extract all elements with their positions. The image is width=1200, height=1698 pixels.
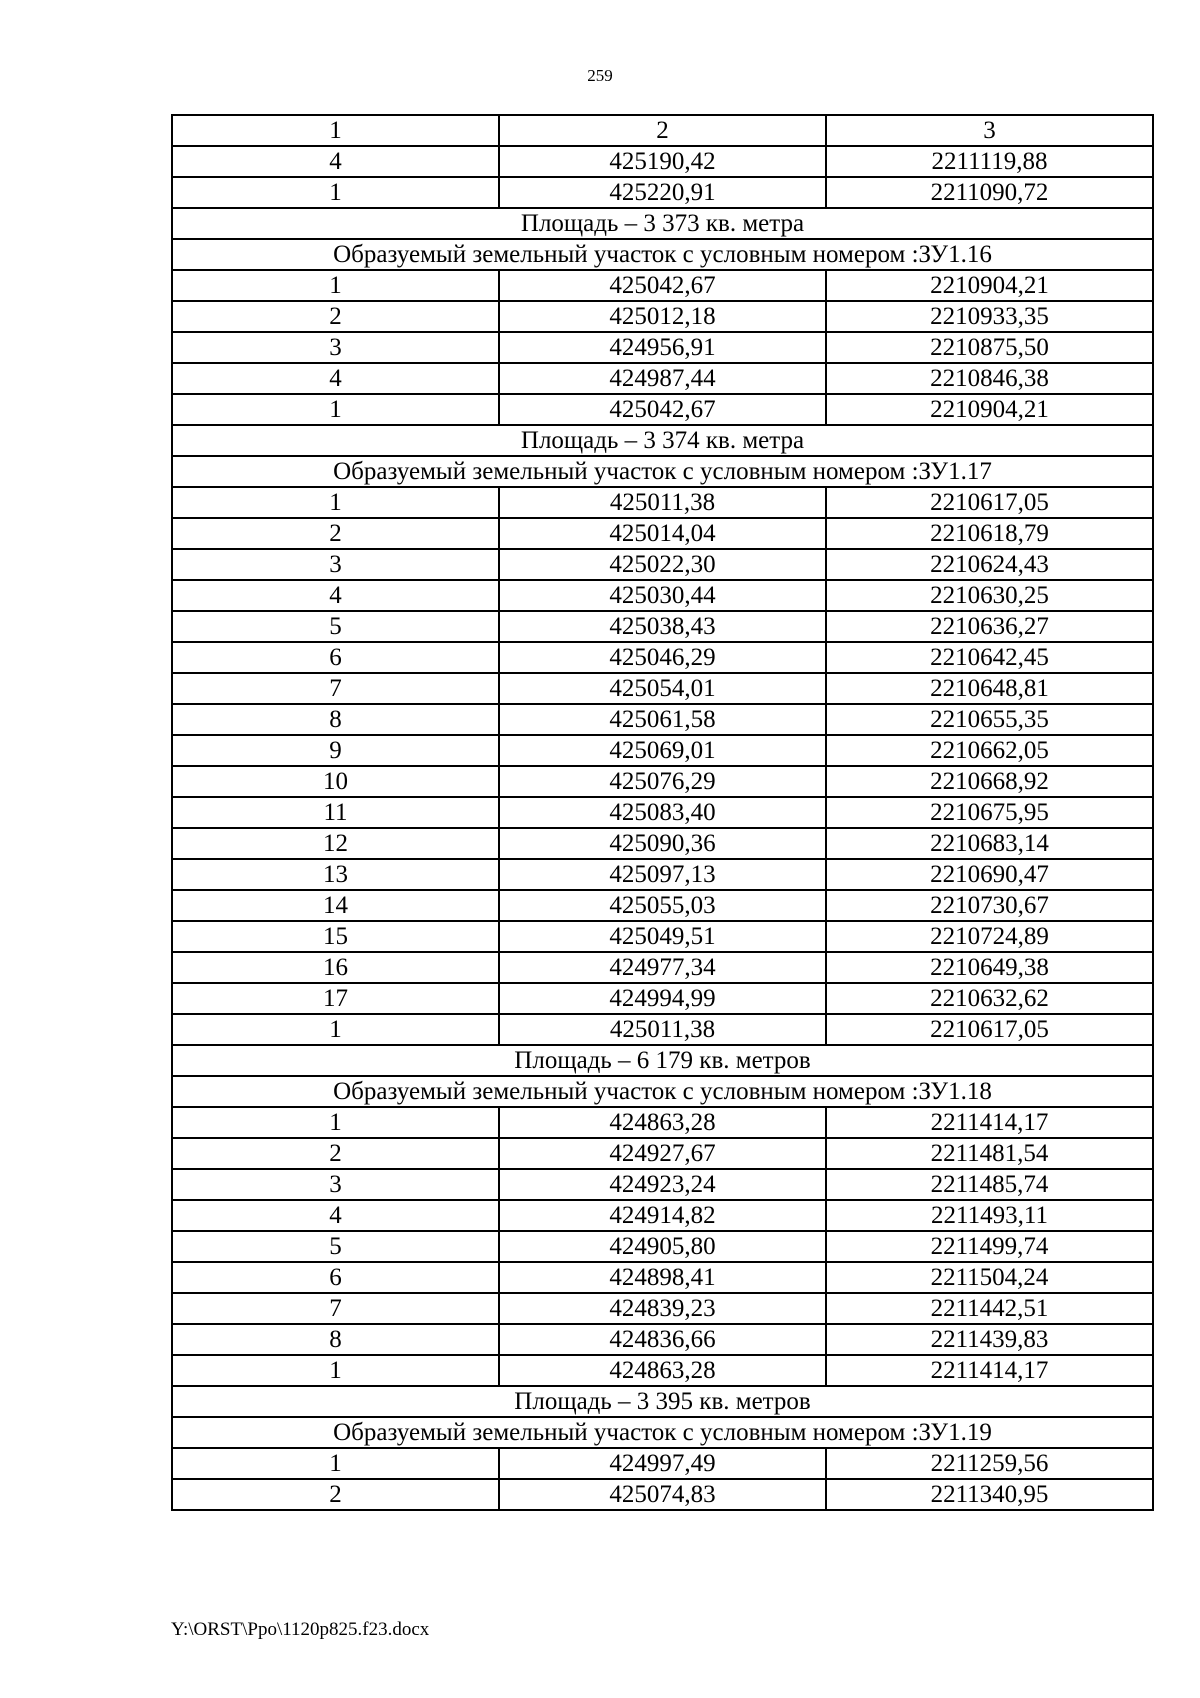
- x-coordinate-cell: 424898,41: [499, 1262, 826, 1293]
- point-number-cell: 5: [172, 1231, 499, 1262]
- table-row: [172, 394, 1153, 425]
- table-row: [172, 1014, 1153, 1045]
- x-coordinate-cell: 424987,44: [499, 363, 826, 394]
- table-row: [172, 1200, 1153, 1231]
- x-coordinate-cell: 425038,43: [499, 611, 826, 642]
- table-row: [172, 1479, 1153, 1510]
- table-row: [172, 1231, 1153, 1262]
- x-coordinate-cell: 425011,38: [499, 1014, 826, 1045]
- column-header-y: 3: [826, 115, 1153, 146]
- area-summary-row: [172, 425, 1153, 456]
- table-row: [172, 673, 1153, 704]
- y-coordinate-cell: 2210632,62: [826, 983, 1153, 1014]
- table-row: [172, 1138, 1153, 1169]
- table-row: [172, 704, 1153, 735]
- x-coordinate-cell: 425042,67: [499, 394, 826, 425]
- point-number-cell: 1: [172, 1014, 499, 1045]
- x-coordinate-cell: 424836,66: [499, 1324, 826, 1355]
- y-coordinate-cell: 2210904,21: [826, 394, 1153, 425]
- table-row: [172, 301, 1153, 332]
- point-number-cell: 4: [172, 146, 499, 177]
- table-row: [172, 921, 1153, 952]
- y-coordinate-cell: 2211090,72: [826, 177, 1153, 208]
- table-row: [172, 1293, 1153, 1324]
- x-coordinate-cell: 424914,82: [499, 1200, 826, 1231]
- table-row: [172, 146, 1153, 177]
- point-number-cell: 2: [172, 518, 499, 549]
- table-row: [172, 363, 1153, 394]
- table-row: [172, 1448, 1153, 1479]
- x-coordinate-cell: 425220,91: [499, 177, 826, 208]
- point-number-cell: 16: [172, 952, 499, 983]
- point-number-cell: 1: [172, 1448, 499, 1479]
- parcel-heading: Образуемый земельный участок с условным номером :ЗУ1.18: [172, 1076, 1153, 1107]
- point-number-cell: 8: [172, 704, 499, 735]
- point-number-cell: 6: [172, 642, 499, 673]
- y-coordinate-cell: 2211481,54: [826, 1138, 1153, 1169]
- table-row: [172, 332, 1153, 363]
- area-summary-row: [172, 1386, 1153, 1417]
- table-body: [172, 115, 1153, 1510]
- table-row: [172, 890, 1153, 921]
- x-coordinate-cell: 425011,38: [499, 487, 826, 518]
- y-coordinate-cell: 2210624,43: [826, 549, 1153, 580]
- point-number-cell: 12: [172, 828, 499, 859]
- table-row: [172, 487, 1153, 518]
- y-coordinate-cell: 2211414,17: [826, 1107, 1153, 1138]
- table-row: [172, 859, 1153, 890]
- table-row: [172, 1107, 1153, 1138]
- x-coordinate-cell: 424923,24: [499, 1169, 826, 1200]
- y-coordinate-cell: 2210730,67: [826, 890, 1153, 921]
- point-number-cell: 4: [172, 363, 499, 394]
- y-coordinate-cell: 2210617,05: [826, 487, 1153, 518]
- area-summary-row: [172, 208, 1153, 239]
- x-coordinate-cell: 425190,42: [499, 146, 826, 177]
- x-coordinate-cell: 424839,23: [499, 1293, 826, 1324]
- x-coordinate-cell: 424863,28: [499, 1355, 826, 1386]
- point-number-cell: 1: [172, 1107, 499, 1138]
- y-coordinate-cell: 2210846,38: [826, 363, 1153, 394]
- point-number-cell: 4: [172, 580, 499, 611]
- y-coordinate-cell: 2210668,92: [826, 766, 1153, 797]
- y-coordinate-cell: 2211504,24: [826, 1262, 1153, 1293]
- table-row: [172, 580, 1153, 611]
- x-coordinate-cell: 425083,40: [499, 797, 826, 828]
- y-coordinate-cell: 2211414,17: [826, 1355, 1153, 1386]
- x-coordinate-cell: 425049,51: [499, 921, 826, 952]
- table-row: [172, 983, 1153, 1014]
- y-coordinate-cell: 2210675,95: [826, 797, 1153, 828]
- y-coordinate-cell: 2211340,95: [826, 1479, 1153, 1510]
- point-number-cell: 11: [172, 797, 499, 828]
- y-coordinate-cell: 2211119,88: [826, 146, 1153, 177]
- table-row: [172, 1355, 1153, 1386]
- point-number-cell: 8: [172, 1324, 499, 1355]
- area-summary: Площадь – 3 373 кв. метра: [172, 208, 1153, 239]
- x-coordinate-cell: 424905,80: [499, 1231, 826, 1262]
- x-coordinate-cell: 425061,58: [499, 704, 826, 735]
- y-coordinate-cell: 2210655,35: [826, 704, 1153, 735]
- y-coordinate-cell: 2210875,50: [826, 332, 1153, 363]
- table-row: [172, 766, 1153, 797]
- y-coordinate-cell: 2210642,45: [826, 642, 1153, 673]
- table-row: [172, 1169, 1153, 1200]
- area-summary: Площадь – 6 179 кв. метров: [172, 1045, 1153, 1076]
- y-coordinate-cell: 2210649,38: [826, 952, 1153, 983]
- x-coordinate-cell: 425069,01: [499, 735, 826, 766]
- point-number-cell: 14: [172, 890, 499, 921]
- x-coordinate-cell: 425090,36: [499, 828, 826, 859]
- x-coordinate-cell: 425046,29: [499, 642, 826, 673]
- y-coordinate-cell: 2210662,05: [826, 735, 1153, 766]
- x-coordinate-cell: 425054,01: [499, 673, 826, 704]
- y-coordinate-cell: 2210618,79: [826, 518, 1153, 549]
- x-coordinate-cell: 425076,29: [499, 766, 826, 797]
- table-row: [172, 735, 1153, 766]
- table-row: [172, 611, 1153, 642]
- x-coordinate-cell: 425012,18: [499, 301, 826, 332]
- parcel-heading: Образуемый земельный участок с условным номером :ЗУ1.19: [172, 1417, 1153, 1448]
- x-coordinate-cell: 424977,34: [499, 952, 826, 983]
- y-coordinate-cell: 2211439,83: [826, 1324, 1153, 1355]
- point-number-cell: 1: [172, 394, 499, 425]
- point-number-cell: 2: [172, 301, 499, 332]
- point-number-cell: 9: [172, 735, 499, 766]
- x-coordinate-cell: 425014,04: [499, 518, 826, 549]
- column-header-point-number: 1: [172, 115, 499, 146]
- parcel-heading: Образуемый земельный участок с условным номером :ЗУ1.16: [172, 239, 1153, 270]
- point-number-cell: 1: [172, 1355, 499, 1386]
- page-number: 259: [587, 66, 613, 85]
- y-coordinate-cell: 2210724,89: [826, 921, 1153, 952]
- area-summary: Площадь – 3 395 кв. метров: [172, 1386, 1153, 1417]
- y-coordinate-cell: 2210933,35: [826, 301, 1153, 332]
- point-number-cell: 1: [172, 177, 499, 208]
- x-coordinate-cell: 424863,28: [499, 1107, 826, 1138]
- point-number-cell: 7: [172, 1293, 499, 1324]
- table-row: [172, 828, 1153, 859]
- table-row: [172, 549, 1153, 580]
- x-coordinate-cell: 424956,91: [499, 332, 826, 363]
- y-coordinate-cell: 2210904,21: [826, 270, 1153, 301]
- point-number-cell: 10: [172, 766, 499, 797]
- point-number-cell: 6: [172, 1262, 499, 1293]
- y-coordinate-cell: 2211442,51: [826, 1293, 1153, 1324]
- point-number-cell: 4: [172, 1200, 499, 1231]
- x-coordinate-cell: 425074,83: [499, 1479, 826, 1510]
- table-row: [172, 518, 1153, 549]
- y-coordinate-cell: 2210636,27: [826, 611, 1153, 642]
- x-coordinate-cell: 425030,44: [499, 580, 826, 611]
- x-coordinate-cell: 425097,13: [499, 859, 826, 890]
- table-row: [172, 797, 1153, 828]
- table-header-row: [172, 115, 1153, 146]
- table-row: [172, 270, 1153, 301]
- y-coordinate-cell: 2211259,56: [826, 1448, 1153, 1479]
- footer-file-path: Y:\ORST\Ppo\1120p825.f23.docx: [171, 1619, 430, 1640]
- table-row: [172, 642, 1153, 673]
- point-number-cell: 3: [172, 332, 499, 363]
- y-coordinate-cell: 2210690,47: [826, 859, 1153, 890]
- table-row: [172, 1262, 1153, 1293]
- column-header-x: 2: [499, 115, 826, 146]
- parcel-heading-row: [172, 1417, 1153, 1448]
- parcel-heading: Образуемый земельный участок с условным номером :ЗУ1.17: [172, 456, 1153, 487]
- point-number-cell: 13: [172, 859, 499, 890]
- point-number-cell: 2: [172, 1479, 499, 1510]
- point-number-cell: 2: [172, 1138, 499, 1169]
- x-coordinate-cell: 424927,67: [499, 1138, 826, 1169]
- y-coordinate-cell: 2211485,74: [826, 1169, 1153, 1200]
- parcel-heading-row: [172, 239, 1153, 270]
- coordinates-table: [171, 114, 1154, 1511]
- x-coordinate-cell: 424997,49: [499, 1448, 826, 1479]
- point-number-cell: 1: [172, 270, 499, 301]
- table-row: [172, 952, 1153, 983]
- point-number-cell: 3: [172, 549, 499, 580]
- y-coordinate-cell: 2211493,11: [826, 1200, 1153, 1231]
- y-coordinate-cell: 2211499,74: [826, 1231, 1153, 1262]
- area-summary: Площадь – 3 374 кв. метра: [172, 425, 1153, 456]
- point-number-cell: 3: [172, 1169, 499, 1200]
- area-summary-row: [172, 1045, 1153, 1076]
- point-number-cell: 1: [172, 487, 499, 518]
- x-coordinate-cell: 424994,99: [499, 983, 826, 1014]
- point-number-cell: 15: [172, 921, 499, 952]
- y-coordinate-cell: 2210630,25: [826, 580, 1153, 611]
- x-coordinate-cell: 425055,03: [499, 890, 826, 921]
- x-coordinate-cell: 425042,67: [499, 270, 826, 301]
- parcel-heading-row: [172, 456, 1153, 487]
- x-coordinate-cell: 425022,30: [499, 549, 826, 580]
- point-number-cell: 17: [172, 983, 499, 1014]
- table-row: [172, 1324, 1153, 1355]
- point-number-cell: 5: [172, 611, 499, 642]
- table-row: [172, 177, 1153, 208]
- point-number-cell: 7: [172, 673, 499, 704]
- y-coordinate-cell: 2210683,14: [826, 828, 1153, 859]
- parcel-heading-row: [172, 1076, 1153, 1107]
- y-coordinate-cell: 2210617,05: [826, 1014, 1153, 1045]
- y-coordinate-cell: 2210648,81: [826, 673, 1153, 704]
